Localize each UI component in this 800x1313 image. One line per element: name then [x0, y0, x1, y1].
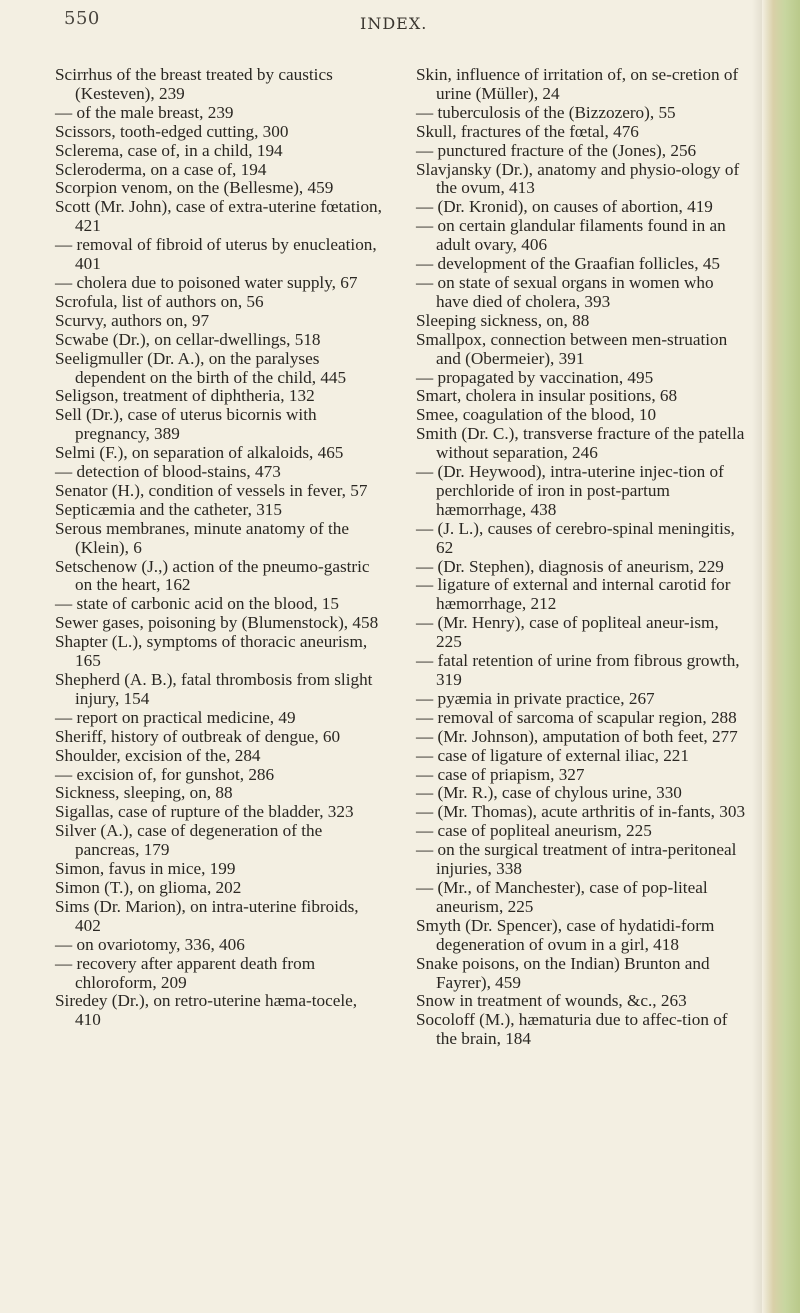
index-entry: — removal of sarcoma of scapular region, 288	[416, 707, 737, 727]
index-entry: — cholera due to poisoned water supply, 67	[55, 272, 358, 292]
index-entry: Simon (T.), on glioma, 202	[55, 877, 242, 897]
index-entry: Smart, cholera in insular positions, 68	[416, 386, 678, 406]
index-entry: — case of priapism, 327	[416, 764, 585, 784]
index-entry: Skin, influence of irritation of, on se-cretion of urine (Müller), 24	[416, 65, 739, 103]
index-entry: — recovery after apparent death from chloroform, 209	[55, 953, 316, 992]
index-entry: Sickness, sleeping, on, 88	[55, 783, 233, 803]
index-entry: Scorpion venom, on the (Bellesme), 459	[55, 178, 334, 198]
index-entry: Senator (H.), condition of vessels in fever, 57	[55, 480, 368, 500]
index-entry: Sleeping sickness, on, 88	[416, 310, 590, 330]
index-entry: Smith (Dr. C.), transverse fracture of the patella without separation, 246	[416, 424, 745, 463]
index-entry: Smee, coagulation of the blood, 10	[416, 405, 657, 425]
index-entry: Snake poisons, on the Indian) Brunton and Fayrer), 459	[416, 953, 710, 992]
index-entry: — removal of fibroid of uterus by enucleation, 401	[55, 235, 377, 274]
index-entry: — (Mr. Johnson), amputation of both feet, 277	[416, 726, 738, 746]
index-entry: — fatal retention of urine from fibrous growth, 319	[416, 651, 740, 689]
index-entry: Shapter (L.), symptoms of thoracic aneurism, 165	[55, 632, 368, 671]
index-entry: Sell (Dr.), case of uterus bicornis with pregnancy, 389	[55, 405, 317, 444]
index-entry: Sewer gases, poisoning by (Blumenstock), 458	[55, 613, 379, 633]
index-entry: — ligature of external and internal carotid for hæmorrhage, 212	[416, 575, 731, 614]
index-entry: — of the male breast, 239	[55, 102, 234, 122]
index-entry: — propagated by vaccination, 495	[416, 367, 654, 387]
index-entry: — state of carbonic acid on the blood, 15	[55, 594, 339, 614]
index-entry: Scleroderma, on a case of, 194	[55, 159, 267, 179]
index-entry: Sclerema, case of, in a child, 194	[55, 140, 283, 160]
index-entry: Sigallas, case of rupture of the bladder, 323	[55, 802, 354, 822]
index-entry: — case of popliteal aneurism, 225	[416, 821, 652, 841]
index-entry: Scurvy, authors on, 97	[55, 310, 210, 330]
index-entry: Sims (Dr. Marion), on intra-uterine fibroids, 402	[55, 896, 359, 935]
index-entry: Scirrhus of the breast treated by caustics (Kesteven), 239	[55, 65, 333, 103]
index-entry: — on certain glandular filaments found in an adult ovary, 406	[416, 216, 726, 255]
index-entry: — on ovariotomy, 336, 406	[55, 934, 245, 954]
index-entry: Scissors, tooth-edged cutting, 300	[55, 121, 289, 141]
index-entry: — on state of sexual organs in women who have died of cholera, 393	[416, 272, 714, 311]
index-column-right	[416, 66, 748, 1049]
index-entry: — excision of, for gunshot, 286	[55, 764, 275, 784]
index-entry: — on the surgical treatment of intra-peritoneal injuries, 338	[416, 840, 737, 879]
index-entry: — development of the Graafian follicles, 45	[416, 254, 721, 274]
index-entry: — (J. L.), causes of cerebro-spinal meningitis, 62	[416, 518, 735, 557]
page-edge-binding	[762, 0, 800, 1313]
index-column-left	[55, 66, 387, 1030]
index-entry: Septicæmia and the catheter, 315	[55, 499, 282, 519]
index-entry: — pyæmia in private practice, 267	[416, 688, 655, 708]
index-entry: Scott (Mr. John), case of extra-uterine fœtation, 421	[55, 197, 382, 236]
index-entry: — (Mr. Thomas), acute arthritis of in-fants, 303	[416, 802, 746, 822]
index-entry: Siredey (Dr.), on retro-uterine hæma-tocele, 410	[55, 991, 358, 1030]
index-entry: — (Dr. Kronid), on causes of abortion, 419	[416, 197, 713, 217]
index-entry: — (Dr. Heywood), intra-uterine injec-tion of perchloride of iron in post-partum hæmorrhage, 438	[416, 462, 724, 519]
index-entry: Skull, fractures of the fœtal, 476	[416, 121, 639, 141]
index-entry: — detection of blood-stains, 473	[55, 462, 281, 482]
index-entry: — (Mr., of Manchester), case of pop-liteal aneurism, 225	[416, 877, 708, 916]
index-entry: — (Mr. R.), case of chylous urine, 330	[416, 783, 682, 803]
index-entry: — report on practical medicine, 49	[55, 707, 296, 727]
index-entry: Setschenow (J.,) action of the pneumo-gastric on the heart, 162	[55, 556, 370, 595]
running-head: INDEX.	[360, 14, 428, 33]
index-entry: Shepherd (A. B.), fatal thrombosis from slight injury, 154	[55, 670, 373, 708]
index-entry: Scwabe (Dr.), on cellar-dwellings, 518	[55, 329, 321, 349]
index-entry: — tuberculosis of the (Bizzozero), 55	[416, 102, 676, 122]
index-entry: Snow in treatment of wounds, &c., 263	[416, 991, 687, 1011]
index-entry: Smyth (Dr. Spencer), case of hydatidi-form degeneration of ovum in a girl, 418	[416, 915, 715, 954]
index-entry: Seligson, treatment of diphtheria, 132	[55, 386, 315, 406]
index-entry: Scrofula, list of authors on, 56	[55, 291, 264, 311]
index-entry: Serous membranes, minute anatomy of the (Klein), 6	[55, 518, 350, 557]
index-entry: Selmi (F.), on separation of alkaloids, 465	[55, 443, 344, 463]
page-edge-shadow	[752, 0, 762, 1313]
index-entry: Simon, favus in mice, 199	[55, 859, 236, 879]
index-entry: Seeligmuller (Dr. A.), on the paralyses dependent on the birth of the child, 445	[55, 348, 347, 387]
index-entry: Shoulder, excision of the, 284	[55, 745, 261, 765]
index-entry: Silver (A.), case of degeneration of the pancreas, 179	[55, 821, 323, 860]
index-entry: Slavjansky (Dr.), anatomy and physio-ology of the ovum, 413	[416, 159, 740, 198]
index-entry: — case of ligature of external iliac, 221	[416, 745, 689, 765]
index-entry: — punctured fracture of the (Jones), 256	[416, 140, 697, 160]
index-entry: Smallpox, connection between men-struation and (Obermeier), 391	[416, 329, 728, 368]
index-entry: Socoloff (M.), hæmaturia due to affec-tion of the brain, 184	[416, 1010, 728, 1049]
index-entry: — (Mr. Henry), case of popliteal aneur-ism, 225	[416, 613, 719, 652]
index-entry: — (Dr. Stephen), diagnosis of aneurism, 229	[416, 556, 724, 576]
index-entry: Sheriff, history of outbreak of dengue, 60	[55, 726, 341, 746]
page-number: 550	[64, 8, 100, 29]
